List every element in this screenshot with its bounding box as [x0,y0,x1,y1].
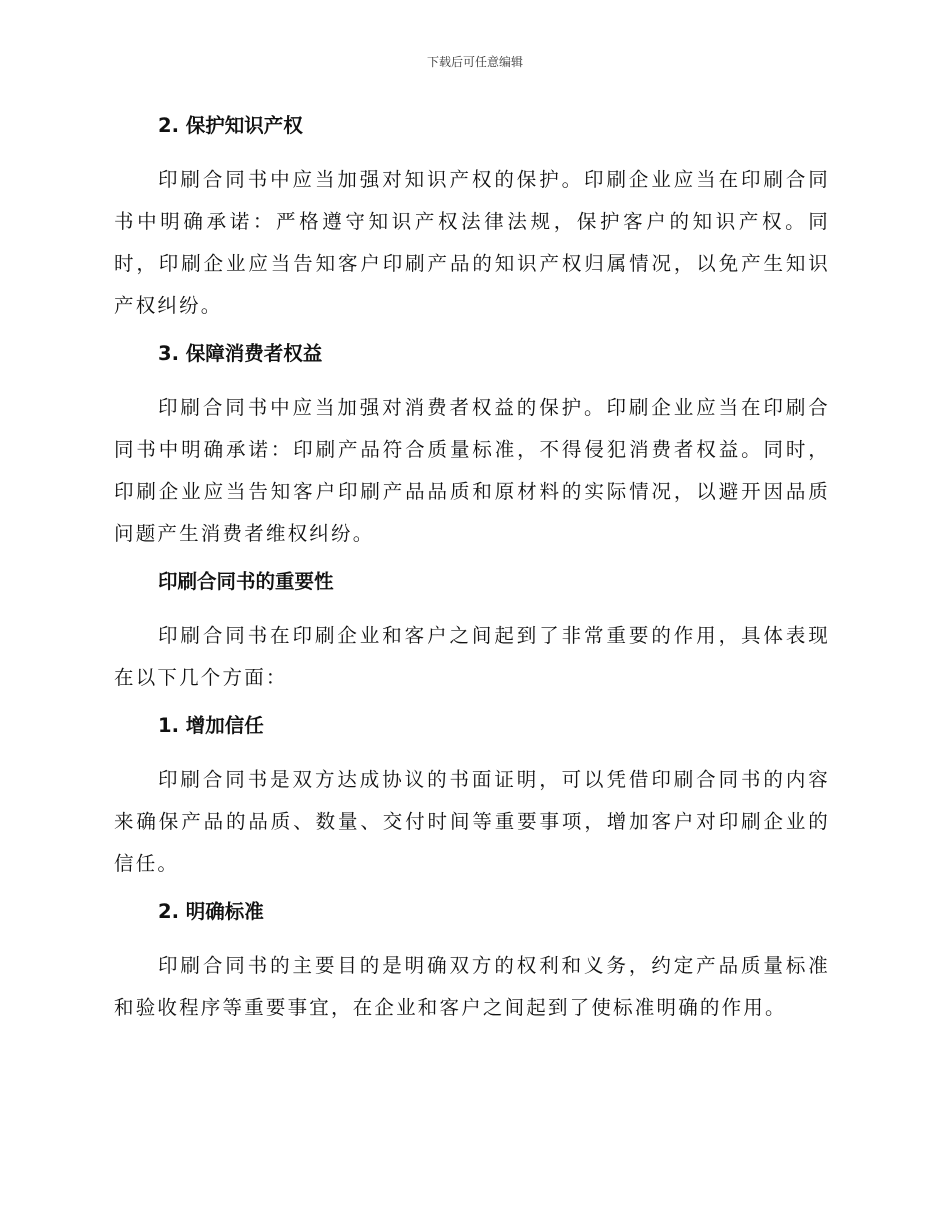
section-paragraph-importance: 印刷合同书在印刷企业和客户之间起到了非常重要的作用，具体表现在以下几个方面： [114,624,830,689]
section-paragraph-increase-trust: 印刷合同书是双方达成协议的书面证明，可以凭借印刷合同书的内容来确保产品的品质、数量、交付时间等重要事项，增加客户对印刷企业的信任。 [114,768,830,875]
section-paragraph-protect-ip: 印刷合同书中应当加强对知识产权的保护。印刷企业应当在印刷合同书中明确承诺：严格遵守知识产权法律法规，保护客户的知识产权。同时，印刷企业应当告知客户印刷产品的知识产权归属情况，以免产生知识产权纠纷。 [114,168,830,317]
section-paragraph-clear-standards: 印刷合同书的主要目的是明确双方的权利和义务，约定产品质量标准和验收程序等重要事宜，在企业和客户之间起到了使标准明确的作用。 [114,954,830,1019]
section-heading-consumer-rights: 3. 保障消费者权益 [158,342,323,365]
section-heading-protect-ip: 2. 保护知识产权 [158,114,303,137]
document-body [114,110,830,1040]
section-paragraph-consumer-rights: 印刷合同书中应当加强对消费者权益的保护。印刷企业应当在印刷合同书中明确承诺：印刷产品符合质量标准，不得侵犯消费者权益。同时，印刷企业应当告知客户印刷产品品质和原材料的实际情况，以避开因品质问题产生消费者维权纠纷。 [114,396,830,545]
section-heading-importance: 印刷合同书的重要性 [158,570,334,593]
section-heading-clear-standards: 2. 明确标准 [158,900,264,923]
section-heading-increase-trust: 1. 增加信任 [158,714,264,737]
page-header: 下载后可任意编辑 [426,55,523,69]
